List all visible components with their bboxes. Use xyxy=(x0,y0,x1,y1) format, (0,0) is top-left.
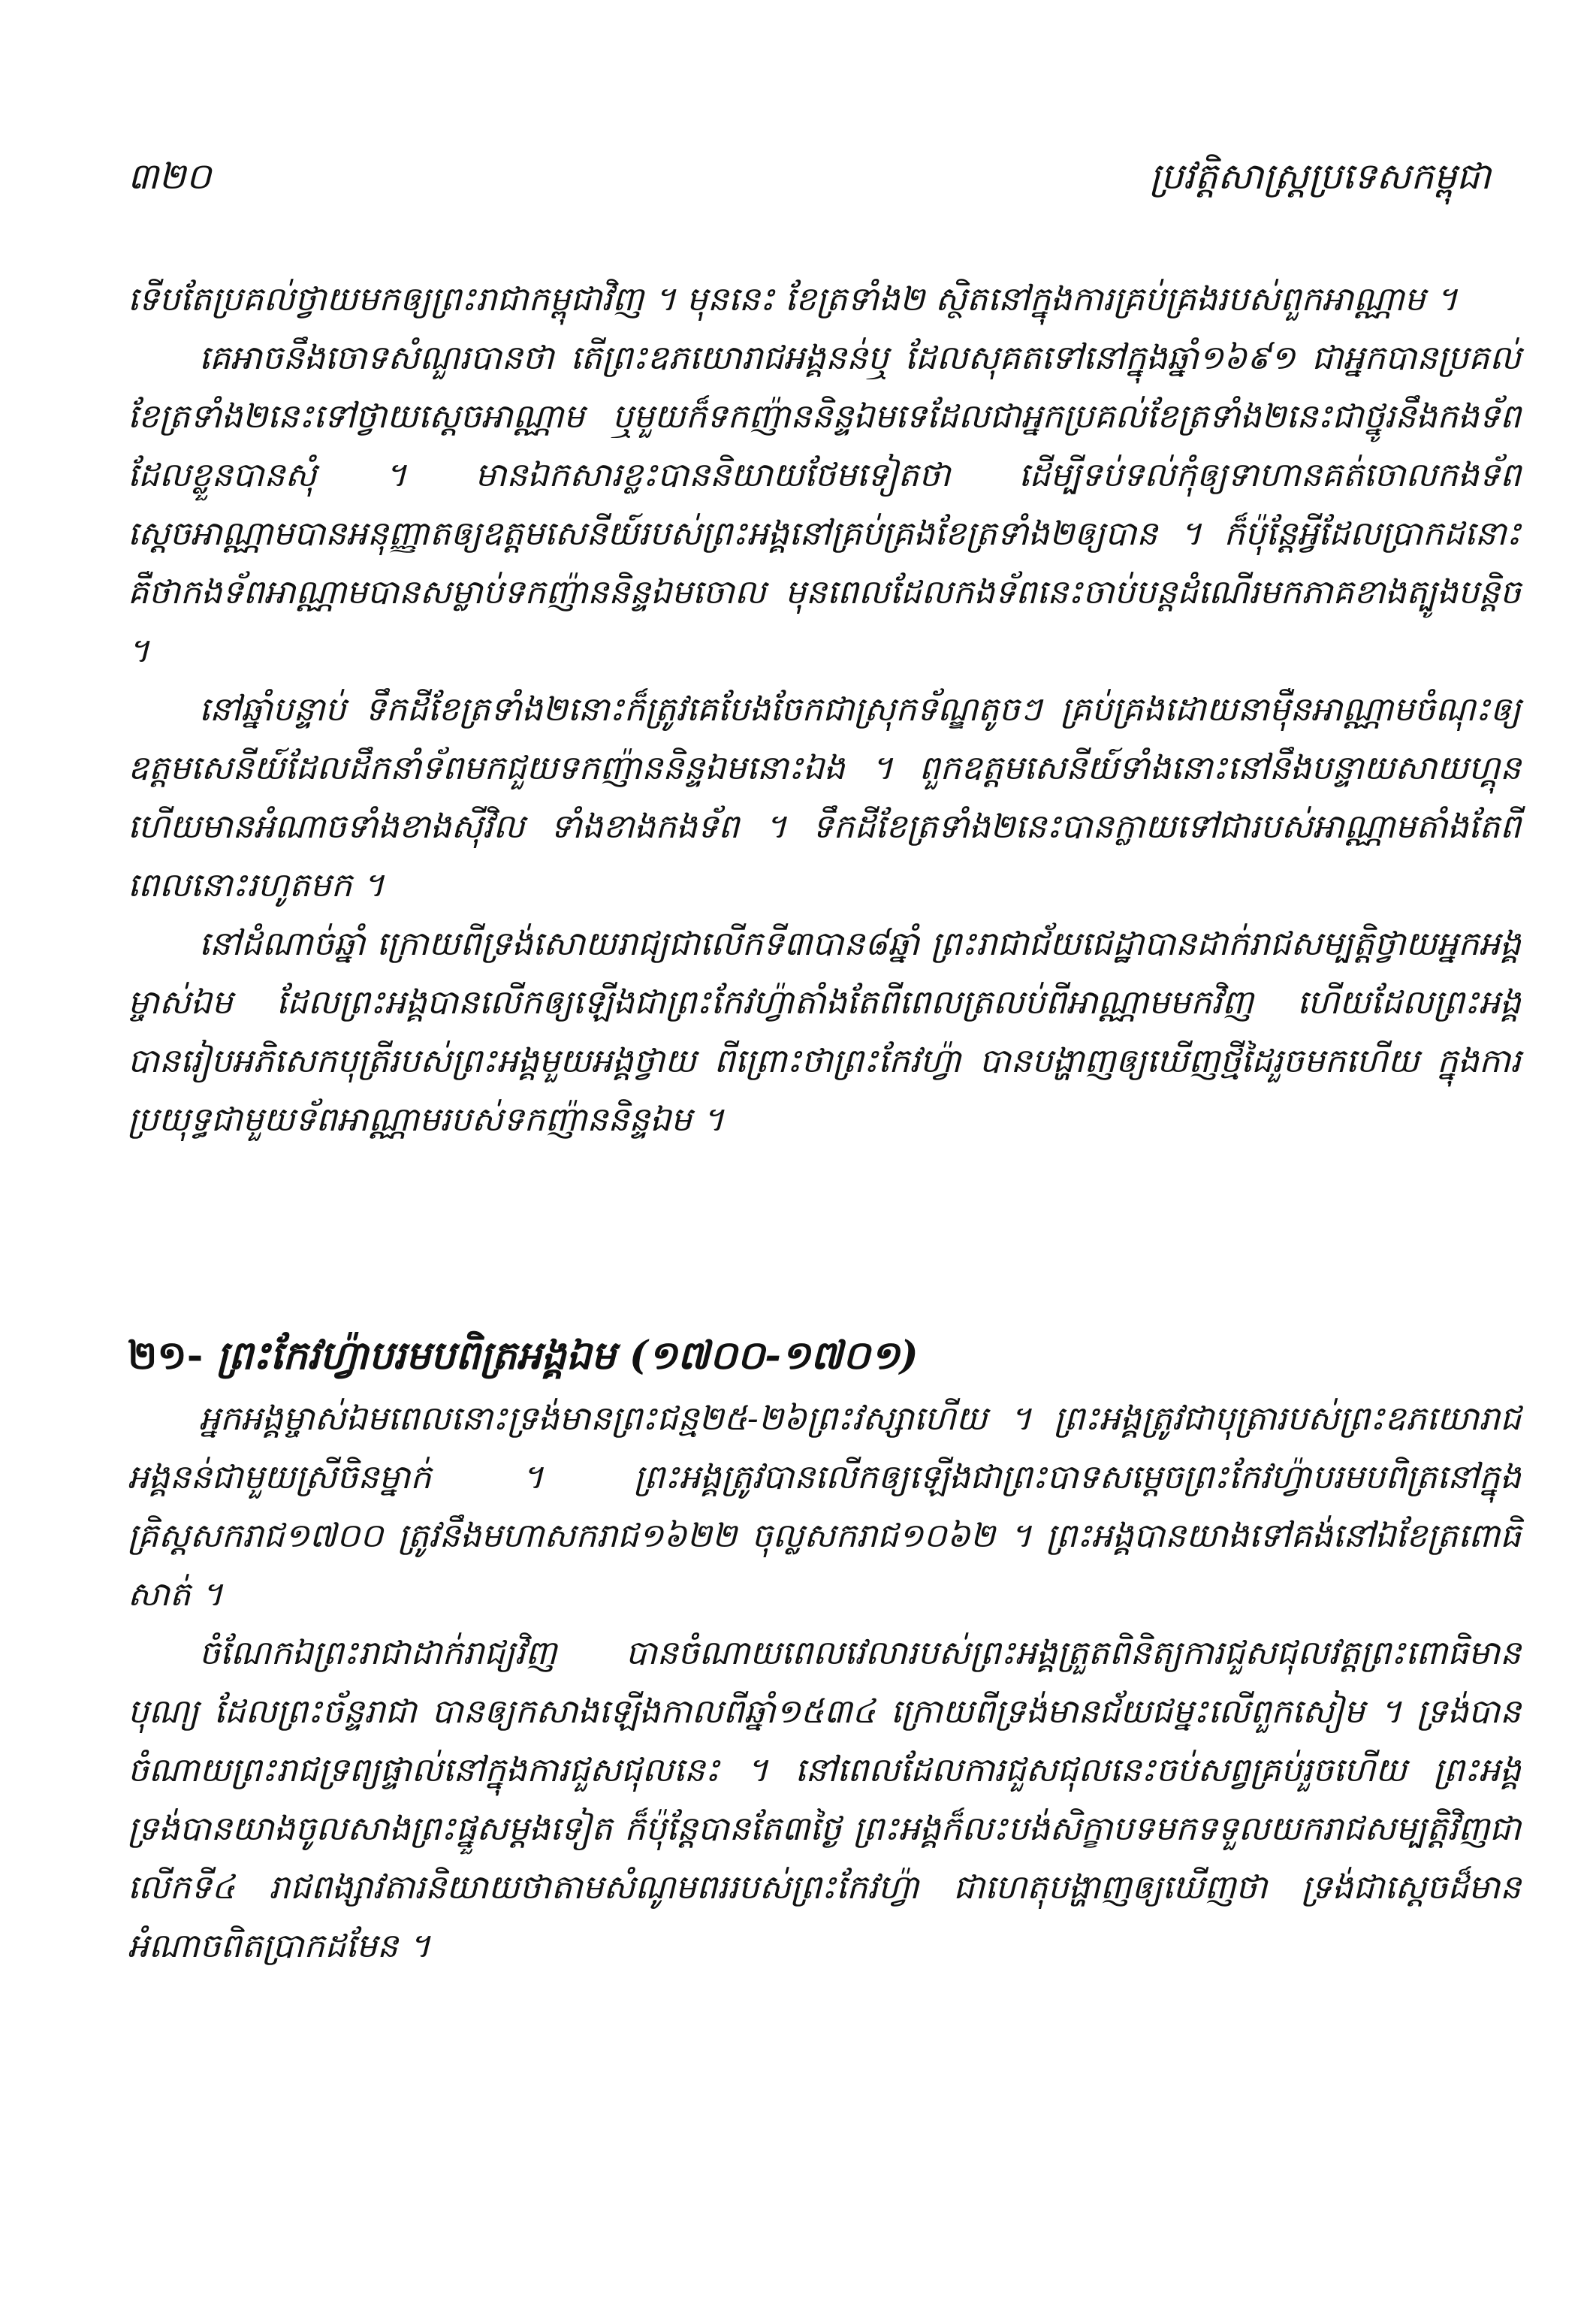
page-header xyxy=(128,154,1491,214)
running-title: ប្រវត្តិសាស្ត្រប្រទេសកម្ពុជា xyxy=(1149,156,1491,198)
section-years: (១៧០០-១៧០១) xyxy=(629,1333,919,1378)
body-text-top xyxy=(128,270,1521,1149)
body-text-bottom xyxy=(128,1390,1521,1976)
section-number: ២១- xyxy=(128,1333,204,1378)
paragraph-continuation: ទើបតែប្រគល់ថ្វាយមកឲ្យព្រះរាជាកម្ពុជាវិញ ។ មុននេះ ខែត្រទាំង២ ស្ថិតនៅក្នុងការគ្រប់គ្រងរបស់ពួកអាណ្ណាម ។ xyxy=(128,280,1458,319)
section-title: ព្រះកែវហ្វ៉ាបរមបពិត្រអង្គឯម xyxy=(216,1333,616,1378)
paragraph: ចំណែកឯព្រះរាជាដាក់រាជ្យវិញ បានចំណាយពេលវេលារបស់ព្រះអង្គត្រួតពិនិត្យការជួសជុលវត្តព្រះពោធិមានបុណ្យ ដែលព្រះច័ន្ទរាជា បានឲ្យកសាងឡើងកាលពីឆ្នាំ១៥៣៤ ក្រោយពីទ្រង់មានជ័យជម្នះលើពួកសៀម ។ ទ្រង់បានចំណាយព្រះរាជទ្រព្យផ្ទាល់នៅក្នុងការជួសជុលនេះ ។ នៅពេលដែលការជួសជុលនេះចប់សព្វគ្រប់រួចហើយ ព្រះអង្គទ្រង់បានយាងចូលសាងព្រះផ្នួសម្តងទៀត ក៏ប៉ុន្តែបានតែ៣ថ្ងៃ ព្រះអង្គក៏លះបង់សិក្ខាបទមកទទួលយករាជសម្បត្តិវិញជាលើកទី៤ រាជពង្សាវតារនិយាយថាតាមសំណូមពររបស់ព្រះកែវហ្វ៉ា ជាហេតុបង្ហាញឲ្យឃើញថា ទ្រង់ជាស្តេចដ៏មានអំណាចពិតប្រាកដមែន ។ xyxy=(128,1634,1521,1965)
paragraph: នៅដំណាច់ឆ្នាំ ក្រោយពីទ្រង់សោយរាជ្យជាលើកទី៣បាន៨ឆ្នាំ ព្រះរាជាជ័យជេដ្ឋាបានដាក់រាជសម្បត្តិថ្វាយអ្នកអង្គម្ចាស់ឯម ដែលព្រះអង្គបានលើកឲ្យឡើងជាព្រះកែវហ្វ៉ាតាំងតែពីពេលត្រលប់ពីអាណ្ណាមមកវិញ ហើយដែលព្រះអង្គបានរៀបអភិសេកបុត្រីរបស់ព្រះអង្គមួយអង្គថ្វាយ ពីព្រោះថាព្រះកែវហ្វ៉ា បានបង្ហាញឲ្យឃើញថ្មីដៃរួចមកហើយ ក្នុងការប្រយុទ្ធជាមួយទ័ពអាណ្ណាមរបស់ទកញ៉ាននិន្ទឯម ។ xyxy=(128,925,1521,1139)
paragraph: នៅឆ្នាំបន្ទាប់ ទឹកដីខែត្រទាំង២នោះក៏ត្រូវគេបែងចែកជាស្រុកទ័ណ្ឌតូចៗ គ្រប់គ្រងដោយនាម៉ឺនអាណ្ណាមចំណុះឲ្យឧត្តមសេនីយ៍ដែលដឹកនាំទ័ពមកជួយទកញ៉ាននិន្ទឯមនោះឯង ។ ពួកឧត្តមសេនីយ៍ទាំងនោះនៅនឹងបន្ទាយសាយហ្គុន ហើយមានអំណាចទាំងខាងស៊ីវិល ទាំងខាងកងទ័ព ។ ទឹកដីខែត្រទាំង២នេះបានក្លាយទៅជារបស់អាណ្ណាមតាំងតែពីពេលនោះរហូតមក ។ xyxy=(128,690,1521,904)
paragraph: អ្នកអង្គម្ចាស់ឯមពេលនោះទ្រង់មានព្រះជន្ម២៥-២៦ព្រះវស្សាហើយ ។ ព្រះអង្គត្រូវជាបុត្រារបស់ព្រះឧភយោរាជអង្គនន់ជាមួយស្រីចិនម្នាក់ ។ ព្រះអង្គត្រូវបានលើកឲ្យឡើងជាព្រះបាទសម្តេចព្រះកែវហ្វ៉ាបរមបពិត្រនៅក្នុងគ្រិស្តសករាជ១៧០០ ត្រូវនឹងមហាសករាជ១៦២២ ចុល្លសករាជ១០៦២ ។ ព្រះអង្គបានយាងទៅគង់នៅឯខែត្រពោធិសាត់ ។ xyxy=(128,1400,1521,1614)
section-heading xyxy=(128,1326,1521,1386)
page-number: ៣២០ xyxy=(128,156,212,198)
paragraph: គេអាចនឹងចោទសំណួរបានថា តើព្រះឧភយោរាជអង្គនន់ឬ ដែលសុគតទៅនៅក្នុងឆ្នាំ១៦៩១ ជាអ្នកបានប្រគល់ខែត្រទាំង២នេះទៅថ្វាយស្តេចអាណ្ណាម ឬមួយក៏ទកញ៉ាននិន្ទឯមទេដែលជាអ្នកប្រគល់ខែត្រទាំង២នេះជាថ្នូរនឹងកងទ័ពដែលខ្លួនបានសុំ ។ មានឯកសារខ្លះបាននិយាយថែមទៀតថា ដើម្បីទប់ទល់កុំឲ្យទាហានគត់ចោលកងទ័ព ស្តេចអាណ្ណាមបានអនុញ្ញាតឲ្យឧត្តមសេនីយ៍របស់ព្រះអង្គនៅគ្រប់គ្រងខែត្រទាំង២ឲ្យបាន ។ ក៏ប៉ុន្តែអ្វីដែលប្រាកដនោះ គឺថាកងទ័ពអាណ្ណាមបានសម្លាប់ទកញ៉ាននិន្ទឯមចោល មុនពេលដែលកងទ័ពនេះចាប់បន្តដំណើរមកភាគខាងត្បូងបន្តិច ។ xyxy=(128,339,1521,670)
